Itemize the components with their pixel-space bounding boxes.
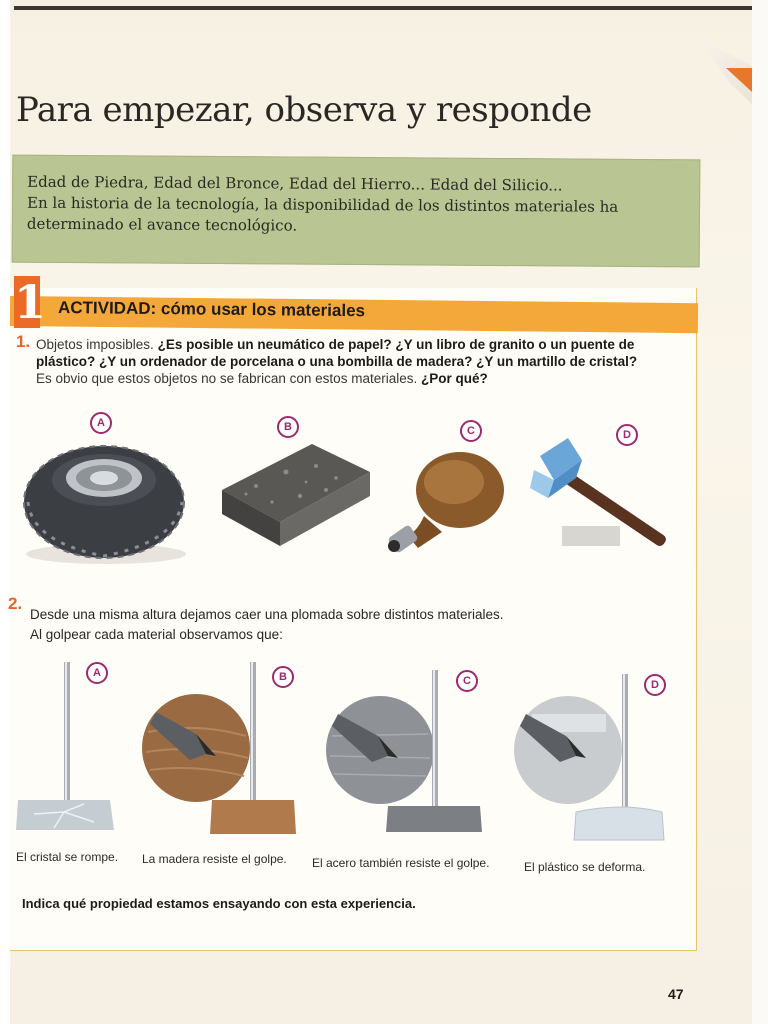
question-1-number: 1. <box>16 332 31 351</box>
object-label-c: C <box>460 420 482 442</box>
final-question: Indica qué propiedad estamos ensayando con esta experiencia. <box>22 896 416 911</box>
activity-title-text: cómo usar los materiales <box>160 299 366 321</box>
plastic-plate-experiment <box>512 670 672 846</box>
question-2-line-1: Desde una misma altura dejamos caer una plomada sobre distintos materiales. <box>30 607 504 622</box>
glass-plate-experiment <box>14 662 118 838</box>
wooden-bulb-icon <box>384 446 508 558</box>
activity-label: ACTIVIDAD: <box>57 298 157 319</box>
page-title: Para empezar, observa y responde <box>16 90 592 130</box>
intro-line-2: En la historia de la tecnología, la disponibilidad de los distintos materiales ha determinado el avance tecnológico. <box>26 193 619 235</box>
object-label-b: B <box>277 416 299 438</box>
experiment-label-a: A <box>86 662 108 684</box>
page-right-margin <box>752 0 768 1024</box>
glass-hammer-icon <box>530 430 686 560</box>
question-1-why: ¿Por qué? <box>420 371 488 386</box>
page-top-edge <box>14 6 754 10</box>
page-number: 47 <box>668 986 684 1002</box>
activity-number: 1 <box>14 275 47 329</box>
page-left-margin <box>0 0 10 1024</box>
question-1-text <box>36 336 646 387</box>
question-2-number: 2. <box>8 594 23 613</box>
caption-a: El cristal se rompe. <box>16 850 119 864</box>
question-2-line-2: Al golpear cada material observamos que: <box>30 627 283 642</box>
experiment-label-c: C <box>456 670 478 692</box>
question-1-questions: ¿Es posible un neumático de papel? ¿Y un libro de granito o un puente de plástico? ¿Y un ordenador de porcelana o una bombilla de madera? ¿Y un martillo de cristal? <box>36 337 638 369</box>
caption-d: El plástico se deforma. <box>524 860 646 874</box>
question-1-lead: Objetos imposibles. <box>36 337 154 352</box>
caption-b: La madera resiste el golpe. <box>142 852 287 866</box>
wood-plate-experiment <box>136 662 306 840</box>
experiment-label-b: B <box>272 666 294 688</box>
steel-plate-experiment <box>322 666 492 842</box>
experiment-label-d: D <box>644 674 666 696</box>
corner-tab-marker <box>726 68 752 92</box>
question-1-follow: Es obvio que estos objetos no se fabrican con estos materiales. <box>36 371 418 386</box>
intro-line-1: Edad de Piedra, Edad del Bronce, Edad del Hierro... Edad del Silicio... <box>27 172 563 195</box>
activity-title <box>58 296 365 323</box>
tire-icon <box>22 442 188 568</box>
granite-book-icon <box>216 442 376 554</box>
caption-c: El acero también resiste el golpe. <box>312 856 490 870</box>
object-label-d: D <box>616 424 638 446</box>
object-label-a: A <box>90 412 112 434</box>
intro-box <box>12 155 701 268</box>
